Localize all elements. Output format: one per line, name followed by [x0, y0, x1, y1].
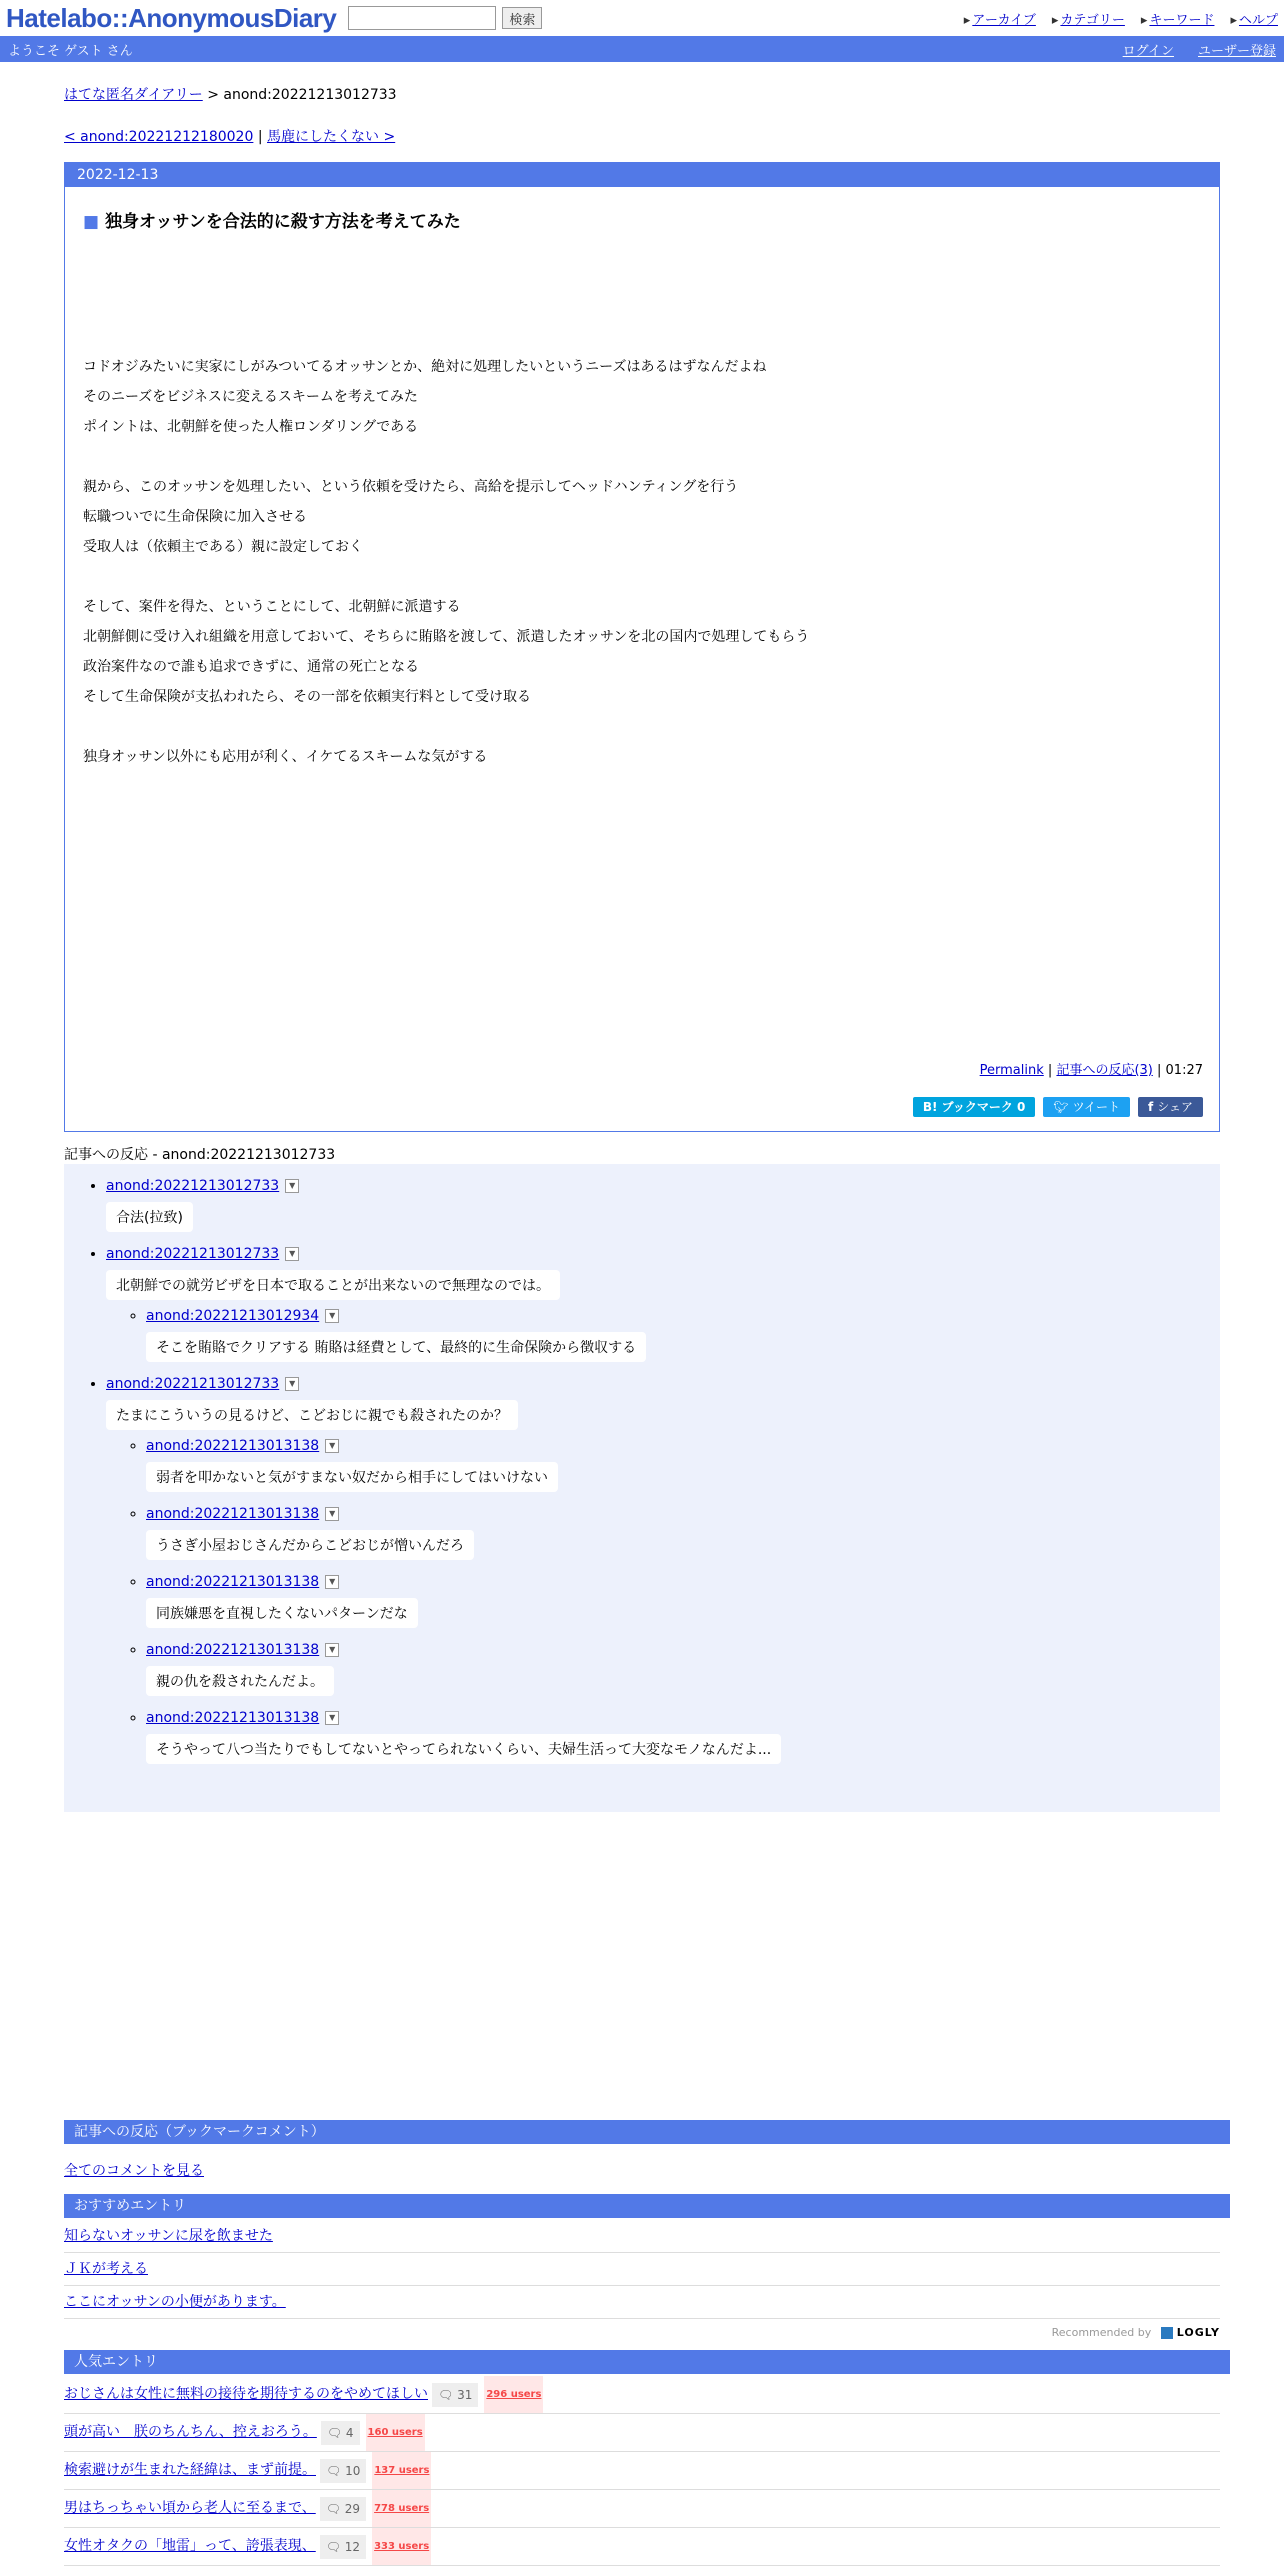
- list-item: [64, 2490, 1220, 2528]
- comment-count[interactable]: [320, 2459, 366, 2483]
- category-link[interactable]: ▸ カテゴリー: [1052, 9, 1125, 28]
- prev-entry-link[interactable]: < anond:20221212180020: [64, 129, 254, 145]
- recommended-link[interactable]: 知らないオッサンに尿を飲ませた: [64, 2228, 273, 2244]
- dropdown-arrow-icon[interactable]: ▼: [325, 1643, 339, 1657]
- tweet-button[interactable]: [1043, 1097, 1130, 1117]
- breadcrumb-separator: >: [207, 87, 219, 103]
- list-item: [64, 2376, 1220, 2414]
- entry-paragraph: [83, 352, 1219, 442]
- nav-separator: |: [257, 129, 263, 145]
- entry-paragraph: [83, 742, 1219, 772]
- list-item: [64, 2528, 1220, 2566]
- response-item: [146, 1438, 1220, 1492]
- logly-logo[interactable]: LOGLY: [1161, 2326, 1220, 2339]
- popular-link[interactable]: 検索避けが生まれた経緯は、まず前提。: [64, 2462, 316, 2478]
- entry-line: そして生命保険が支払われたら、その一部を依頼実行料として受け取る: [83, 689, 531, 705]
- response-text: 同族嫌悪を直視したくないパターンだな: [146, 1598, 418, 1628]
- welcome-text: ようこそ ゲスト さん: [8, 43, 133, 59]
- share-label: シェア: [1157, 1100, 1193, 1114]
- dropdown-arrow-icon[interactable]: ▼: [325, 1711, 339, 1725]
- response-link[interactable]: anond:20221213013138: [146, 1506, 320, 1522]
- breadcrumb: [64, 84, 1220, 104]
- response-text: たまにこういうの見るけど、こどおじに親でも殺されたのか？: [106, 1400, 518, 1430]
- response-link[interactable]: anond:20221213013138: [146, 1710, 320, 1726]
- dropdown-arrow-icon[interactable]: ▼: [285, 1179, 299, 1193]
- response-link[interactable]: anond:20221213013138: [146, 1438, 320, 1454]
- dropdown-arrow-icon[interactable]: ▼: [325, 1575, 339, 1589]
- comment-count[interactable]: [432, 2383, 478, 2407]
- login-link[interactable]: ログイン: [1122, 43, 1174, 59]
- keyword-link[interactable]: ▸ キーワード: [1141, 9, 1215, 28]
- response-text: 合法(拉致): [106, 1202, 193, 1232]
- entry-line: 親から、このオッサンを処理したい、という依頼を受けたら、高給を提示してヘッドハンティングを行う: [83, 479, 739, 495]
- next-entry-link[interactable]: 馬鹿にしたくない >: [267, 129, 396, 145]
- responses-heading: 記事への反応 - anond:20221213012733: [64, 1144, 1220, 1167]
- entry-line: そして、案件を得た、ということにして、北朝鮮に派遣する: [83, 599, 461, 615]
- comment-icon: 🗨︎: [326, 2463, 342, 2478]
- entry-line: そのニーズをビジネスに変えるスキームを考えてみた: [83, 389, 418, 405]
- share-buttons: [913, 1097, 1203, 1117]
- entry-line: 北朝鮮側に受け入れ組織を用意しておいて、そちらに賄賂を渡して、派遣したオッサンを北の国内で処理してもらう: [83, 629, 810, 645]
- comment-count[interactable]: [321, 2421, 360, 2445]
- all-comments-row: [64, 2160, 1220, 2180]
- response-item: [146, 1308, 1220, 1362]
- footer-separator: |: [1157, 1063, 1162, 1078]
- dropdown-arrow-icon[interactable]: ▼: [325, 1309, 339, 1323]
- site-logo[interactable]: Hatelabo::AnonymousDiary: [6, 2, 337, 33]
- dropdown-arrow-icon[interactable]: ▼: [325, 1507, 339, 1521]
- response-link[interactable]: anond:20221213013138: [146, 1642, 320, 1658]
- footer-separator: |: [1047, 1063, 1053, 1078]
- popular-link[interactable]: 頭が高い 朕のちんちん、控えおろう。: [64, 2424, 317, 2440]
- entry-title-text: 独身オッサンを合法的に殺す方法を考えてみた: [105, 212, 461, 232]
- popular-link[interactable]: 女性オタクの「地雷」って、誇張表現、: [64, 2538, 316, 2554]
- facebook-share-button[interactable]: [1138, 1097, 1203, 1117]
- response-text: 親の仇を殺されたんだよ。: [146, 1666, 334, 1696]
- response-item: [146, 1574, 1220, 1628]
- popular-list: [64, 2376, 1220, 2566]
- popular-heading: 人気エントリ: [64, 2350, 1230, 2374]
- comment-count-value: 31: [457, 2387, 473, 2402]
- popular-link[interactable]: おじさんは女性に無料の接待を期待するのをやめてほしい: [64, 2386, 428, 2402]
- tweet-label: ツイート: [1072, 1100, 1120, 1114]
- entry-title: [83, 207, 1219, 232]
- entry-paragraph: [83, 472, 1219, 562]
- breadcrumb-root[interactable]: はてな匿名ダイアリー: [64, 87, 203, 103]
- permalink-link[interactable]: Permalink: [979, 1063, 1044, 1078]
- entry-line: コドオジみたいに実家にしがみついてるオッサンとか、絶対に処理したいというニーズはあるはずなんだよね: [83, 359, 767, 375]
- entry-line: 転職ついでに生命保険に加入させる: [83, 509, 307, 525]
- popular-link[interactable]: 男はちっちゃい頃から老人に至るまで、: [64, 2500, 316, 2516]
- responses-tree: [64, 1164, 1220, 1812]
- comment-count[interactable]: [320, 2535, 366, 2559]
- recommended-by: [64, 2326, 1220, 2339]
- bookmark-comments-heading: 記事への反応（ブックマークコメント）: [64, 2120, 1230, 2144]
- comment-icon: 🗨︎: [326, 2425, 343, 2440]
- recommended-by-text: Recommended by: [1051, 2326, 1152, 2339]
- response-link[interactable]: anond:20221213013138: [146, 1574, 320, 1590]
- reactions-link[interactable]: 記事への反応(3): [1056, 1063, 1153, 1078]
- comment-icon: 🗨︎: [325, 2501, 341, 2516]
- archive-link[interactable]: ▸ アーカイブ: [964, 9, 1036, 28]
- entry-paragraph: [83, 592, 1219, 712]
- comment-count-value: 10: [345, 2463, 361, 2478]
- response-item: [106, 1376, 1220, 1764]
- comment-count-value: 4: [345, 2425, 354, 2440]
- list-item: [64, 2414, 1220, 2452]
- search-input[interactable]: [348, 6, 496, 30]
- hatena-bookmark-button[interactable]: B! ブックマーク 0: [913, 1097, 1036, 1117]
- top-links: [964, 9, 1278, 28]
- entry-date: 2022-12-13: [65, 163, 1219, 187]
- users-badge[interactable]: 137 users: [372, 2452, 431, 2489]
- users-badge[interactable]: 296 users: [484, 2376, 543, 2413]
- response-item: [106, 1178, 1220, 1232]
- dropdown-arrow-icon[interactable]: ▼: [285, 1247, 299, 1261]
- response-link[interactable]: anond:20221213012934: [146, 1308, 320, 1324]
- comment-count-value: 29: [344, 2501, 361, 2516]
- response-text: 弱者を叩かないと気がすまない奴だから相手にしてはいけない: [146, 1462, 558, 1492]
- users-badge[interactable]: 333 users: [372, 2528, 431, 2565]
- register-link[interactable]: ユーザー登録: [1197, 43, 1276, 59]
- list-item: [64, 2286, 1220, 2319]
- list-item: [64, 2452, 1220, 2490]
- list-item: [64, 2253, 1220, 2286]
- entry-permalink-square[interactable]: ■: [83, 212, 100, 232]
- recommended-list: [64, 2220, 1220, 2319]
- response-item: [146, 1710, 1220, 1764]
- response-item: [146, 1642, 1220, 1696]
- entry-time: 01:27: [1165, 1063, 1203, 1078]
- twitter-icon: 🐦︎: [1053, 1100, 1069, 1114]
- response-item: [106, 1246, 1220, 1362]
- users-badge[interactable]: 160 users: [366, 2414, 425, 2451]
- response-text: そこを賄賂でクリアする 賄賂は経費として、最終的に生命保険から徴収する: [146, 1332, 646, 1362]
- comment-icon: 🗨︎: [438, 2387, 454, 2402]
- all-comments-link[interactable]: 全てのコメントを見る: [64, 2163, 204, 2179]
- response-link[interactable]: anond:20221213012733: [106, 1246, 280, 1262]
- comment-count-value: 12: [344, 2539, 361, 2554]
- entry-footer: [980, 1059, 1203, 1078]
- users-badge[interactable]: 778 users: [372, 2490, 431, 2527]
- recommended-heading: おすすめエントリ: [64, 2194, 1230, 2218]
- response-text: そうやって八つ当たりでもしてないとやってられないくらい、夫婦生活って大変なモノなんだよ...: [146, 1734, 781, 1764]
- comment-count[interactable]: [320, 2497, 366, 2521]
- response-link[interactable]: anond:20221213012733: [106, 1178, 280, 1194]
- entry-navigation: [64, 126, 1220, 146]
- recommended-link[interactable]: ここにオッサンの小便があります。: [64, 2294, 286, 2310]
- welcome-bar: [0, 36, 1284, 62]
- entry-line: 独身オッサン以外にも応用が利く、イケてるスキームな気がする: [83, 749, 488, 765]
- entry-line: ポイントは、北朝鮮を使った人権ロンダリングである: [83, 419, 419, 435]
- help-link[interactable]: ▸ ヘルプ: [1230, 9, 1278, 28]
- recommended-link[interactable]: ＪＫが考える: [64, 2261, 148, 2277]
- dropdown-arrow-icon[interactable]: ▼: [285, 1377, 299, 1391]
- dropdown-arrow-icon[interactable]: ▼: [325, 1439, 339, 1453]
- search-button[interactable]: 検索: [502, 7, 542, 29]
- response-link[interactable]: anond:20221213012733: [106, 1376, 280, 1392]
- comment-icon: 🗨︎: [325, 2539, 341, 2554]
- entry-line: 受取人は（依頼主である）親に設定しておく: [83, 539, 363, 555]
- entry-body: [83, 352, 1219, 772]
- top-bar: [0, 0, 1284, 36]
- entry-line: 政治案件なので誰も追求できずに、通常の死亡となる: [83, 659, 419, 675]
- response-item: [146, 1506, 1220, 1560]
- list-item: [64, 2220, 1220, 2253]
- facebook-icon: f: [1148, 1100, 1154, 1114]
- breadcrumb-current: anond:20221213012733: [223, 87, 397, 103]
- response-text: 北朝鮮での就労ビザを日本で取ることが出来ないので無理なのでは。: [106, 1270, 560, 1300]
- entry-box: [64, 162, 1220, 1132]
- response-text: うさぎ小屋おじさんだからこどおじが憎いんだろ: [146, 1530, 474, 1560]
